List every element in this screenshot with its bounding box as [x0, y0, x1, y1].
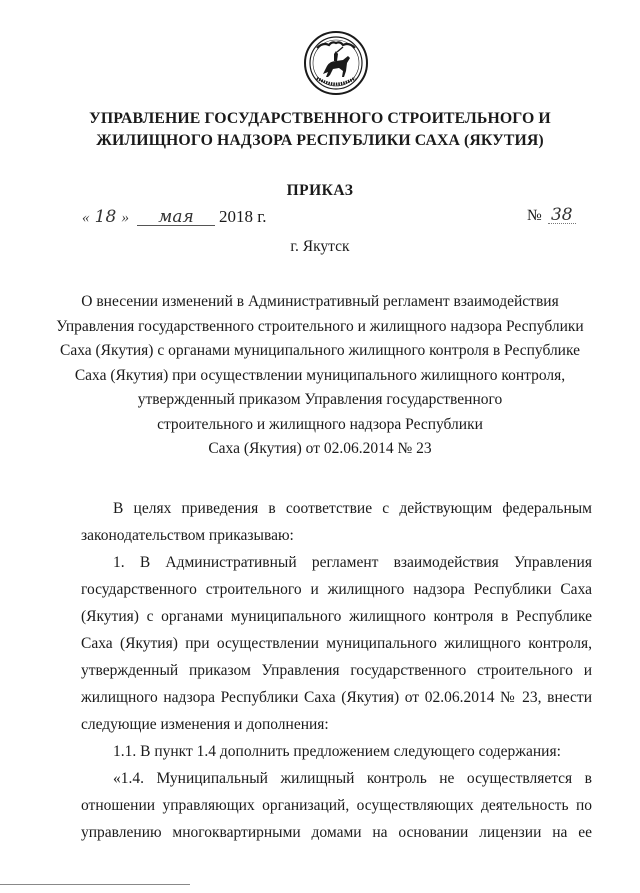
subject-line: утвержденный приказом Управления государственного — [137, 391, 503, 408]
order-title: ПРИКАЗ — [286, 182, 354, 199]
organization-name — [0, 108, 640, 152]
subject-line: Саха (Якутия) от 02.06.2014 № 23 — [208, 440, 432, 457]
subject-line: Саха (Якутия) с органами муниципального жилищного контроля в Республике — [60, 342, 580, 359]
subject-line: О внесении изменений в Административный регламент взаимодействия — [81, 293, 559, 310]
number-label: № — [527, 207, 542, 224]
date-year: 2018 г. — [219, 207, 267, 226]
body-paragraph-4: «1.4. Муниципальный жилищный контроль не осуществляется в отношении управляющих организаций, осуществляющих деятельность по управлению многоквартирными домами на основании лицензии на ее — [81, 770, 592, 841]
date-open-quote: « — [82, 210, 90, 226]
subject-line: строительного и жилищного надзора Республики — [157, 415, 483, 433]
footer-divider — [0, 884, 190, 885]
date-day: 18 — [94, 207, 117, 227]
order-number — [527, 207, 576, 225]
subject-line: Саха (Якутия) при осуществлении муниципального жилищного контроля, — [74, 366, 566, 384]
body-paragraph-3: 1.1. В пункт 1.4 дополнить предложением следующего содержания: — [113, 743, 561, 760]
date-close-quote: » — [121, 210, 129, 226]
city: г. Якутск — [290, 238, 350, 255]
order-body — [81, 495, 592, 846]
number-value: 38 — [548, 207, 576, 224]
body-paragraph-1: В целях приведения в соответствие с действующим федеральным законодательством приказываю: — [81, 500, 592, 544]
organization-line-2: ЖИЛИЩНОГО НАДЗОРА РЕСПУБЛИКИ САХА (ЯКУТИЯ) — [96, 132, 544, 149]
subject-line: Управления государственного строительного и жилищного надзора Республики — [56, 317, 584, 335]
organization-line-1: УПРАВЛЕНИЕ ГОСУДАРСТВЕННОГО СТРОИТЕЛЬНОГО И — [89, 110, 551, 127]
date-month: мая — [137, 209, 215, 226]
order-subject — [0, 290, 640, 462]
coat-of-arms-icon — [303, 30, 369, 96]
body-paragraph-2: 1. В Административный регламент взаимодействия Управления государственного строительного и жилищного надзора Республики Саха (Якутия) с органами муниципального жилищного контроля в Республике Саха (Якутия) при осуществлении муниципального жилищного контроля, утвержденный приказом Управления государственного строительного и жилищного надзора Республики Саха (Якутия) от 02.06.2014 № 23, внести следующие изменения и дополнения: — [81, 554, 592, 733]
order-date — [82, 207, 267, 229]
